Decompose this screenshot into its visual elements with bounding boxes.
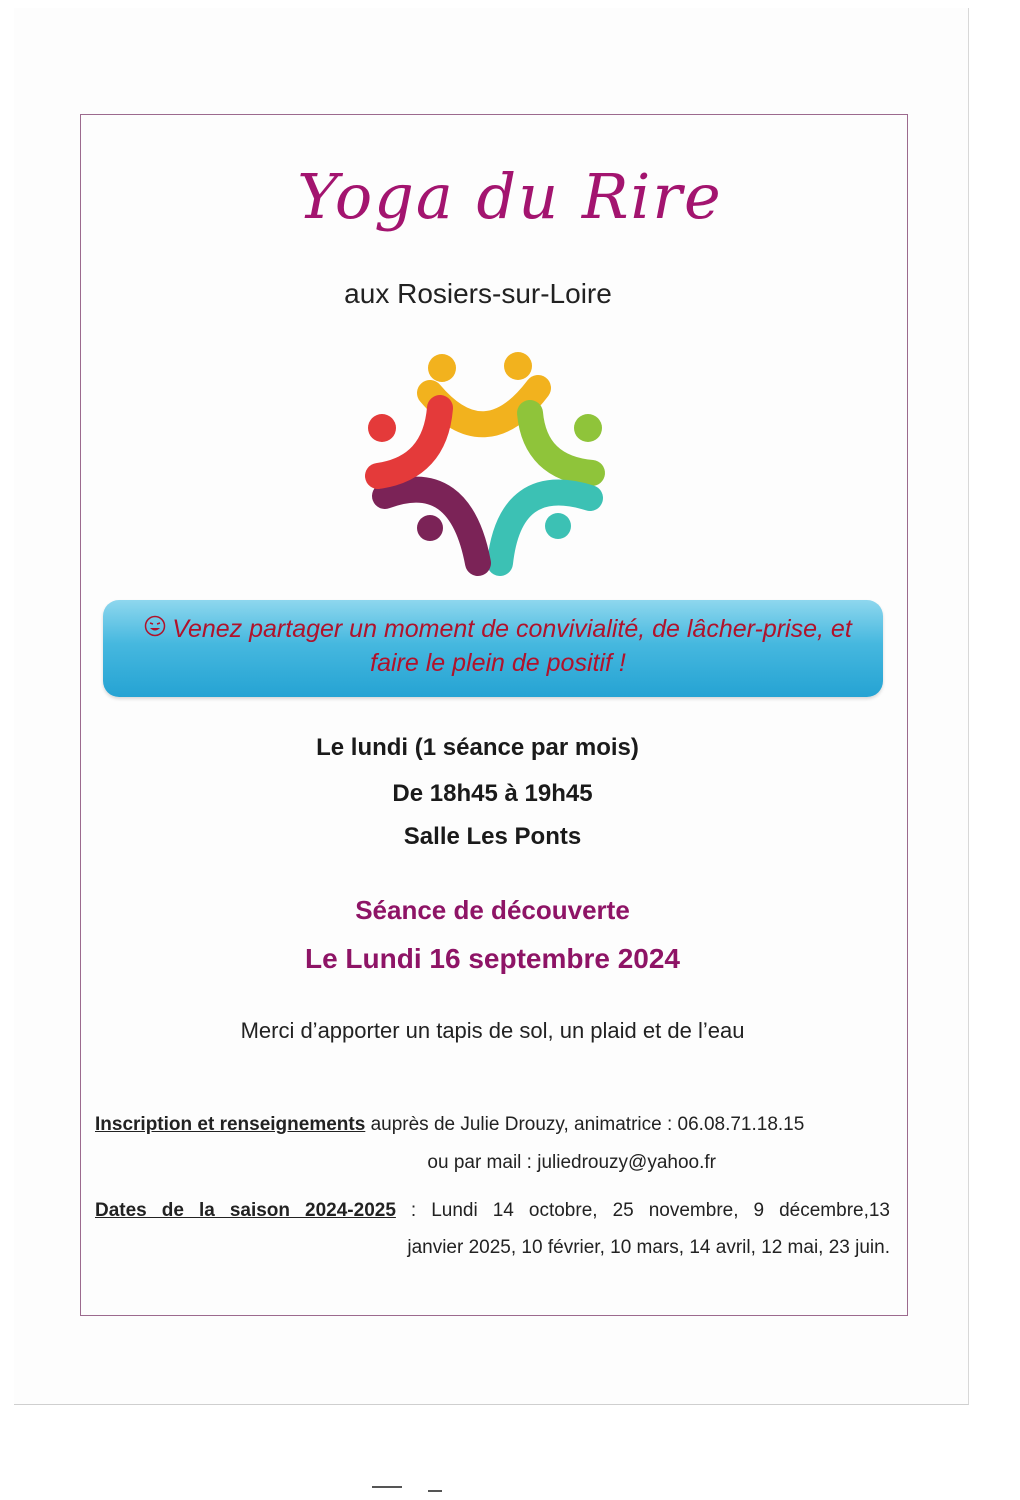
flyer-title: Yoga du Rire: [297, 160, 723, 233]
season-dates-part1: : Lundi 14 octobre, 25 novembre, 9 décembre,13: [395, 1200, 890, 1221]
invitation-banner: [103, 600, 883, 697]
discovery-date: Le Lundi 16 septembre 2024: [304, 943, 681, 974]
banner-text: [143, 612, 853, 680]
circle-of-people-icon: [360, 338, 610, 578]
bring-items-note: Merci d’apporter un tapis de sol, un plaid et de l’eau: [240, 1018, 745, 1043]
season-dates-label: Dates de la saison 2024-2025: [95, 1200, 396, 1221]
schedule-time: De 18h45 à 19h45: [392, 780, 593, 807]
inscription-contact: auprès de Julie Drouzy, animatrice : 06.08.71.18.15: [365, 1114, 805, 1135]
discovery-label: Séance de découverte: [355, 895, 630, 925]
scan-mark: [428, 1490, 442, 1492]
inscription-label: Inscription et renseignements: [95, 1114, 366, 1135]
season-dates-line: [95, 1200, 890, 1222]
inscription-mail: ou par mail : juliedrouzy@yahoo.fr: [427, 1152, 716, 1173]
scan-mark: [372, 1486, 402, 1488]
flyer-subtitle: aux Rosiers-sur-Loire: [344, 278, 612, 309]
banner-message: Venez partager un moment de convivialité, de lâcher-prise, et faire le plein de positif !: [172, 615, 852, 677]
laughing-face-icon: [144, 612, 166, 646]
inscription-line: [95, 1114, 890, 1136]
schedule-place: Salle Les Ponts: [403, 823, 582, 850]
season-dates-part2: janvier 2025, 10 février, 10 mars, 14 avril, 12 mai, 23 juin.: [407, 1237, 890, 1258]
schedule-day: Le lundi (1 séance par mois): [316, 734, 639, 761]
